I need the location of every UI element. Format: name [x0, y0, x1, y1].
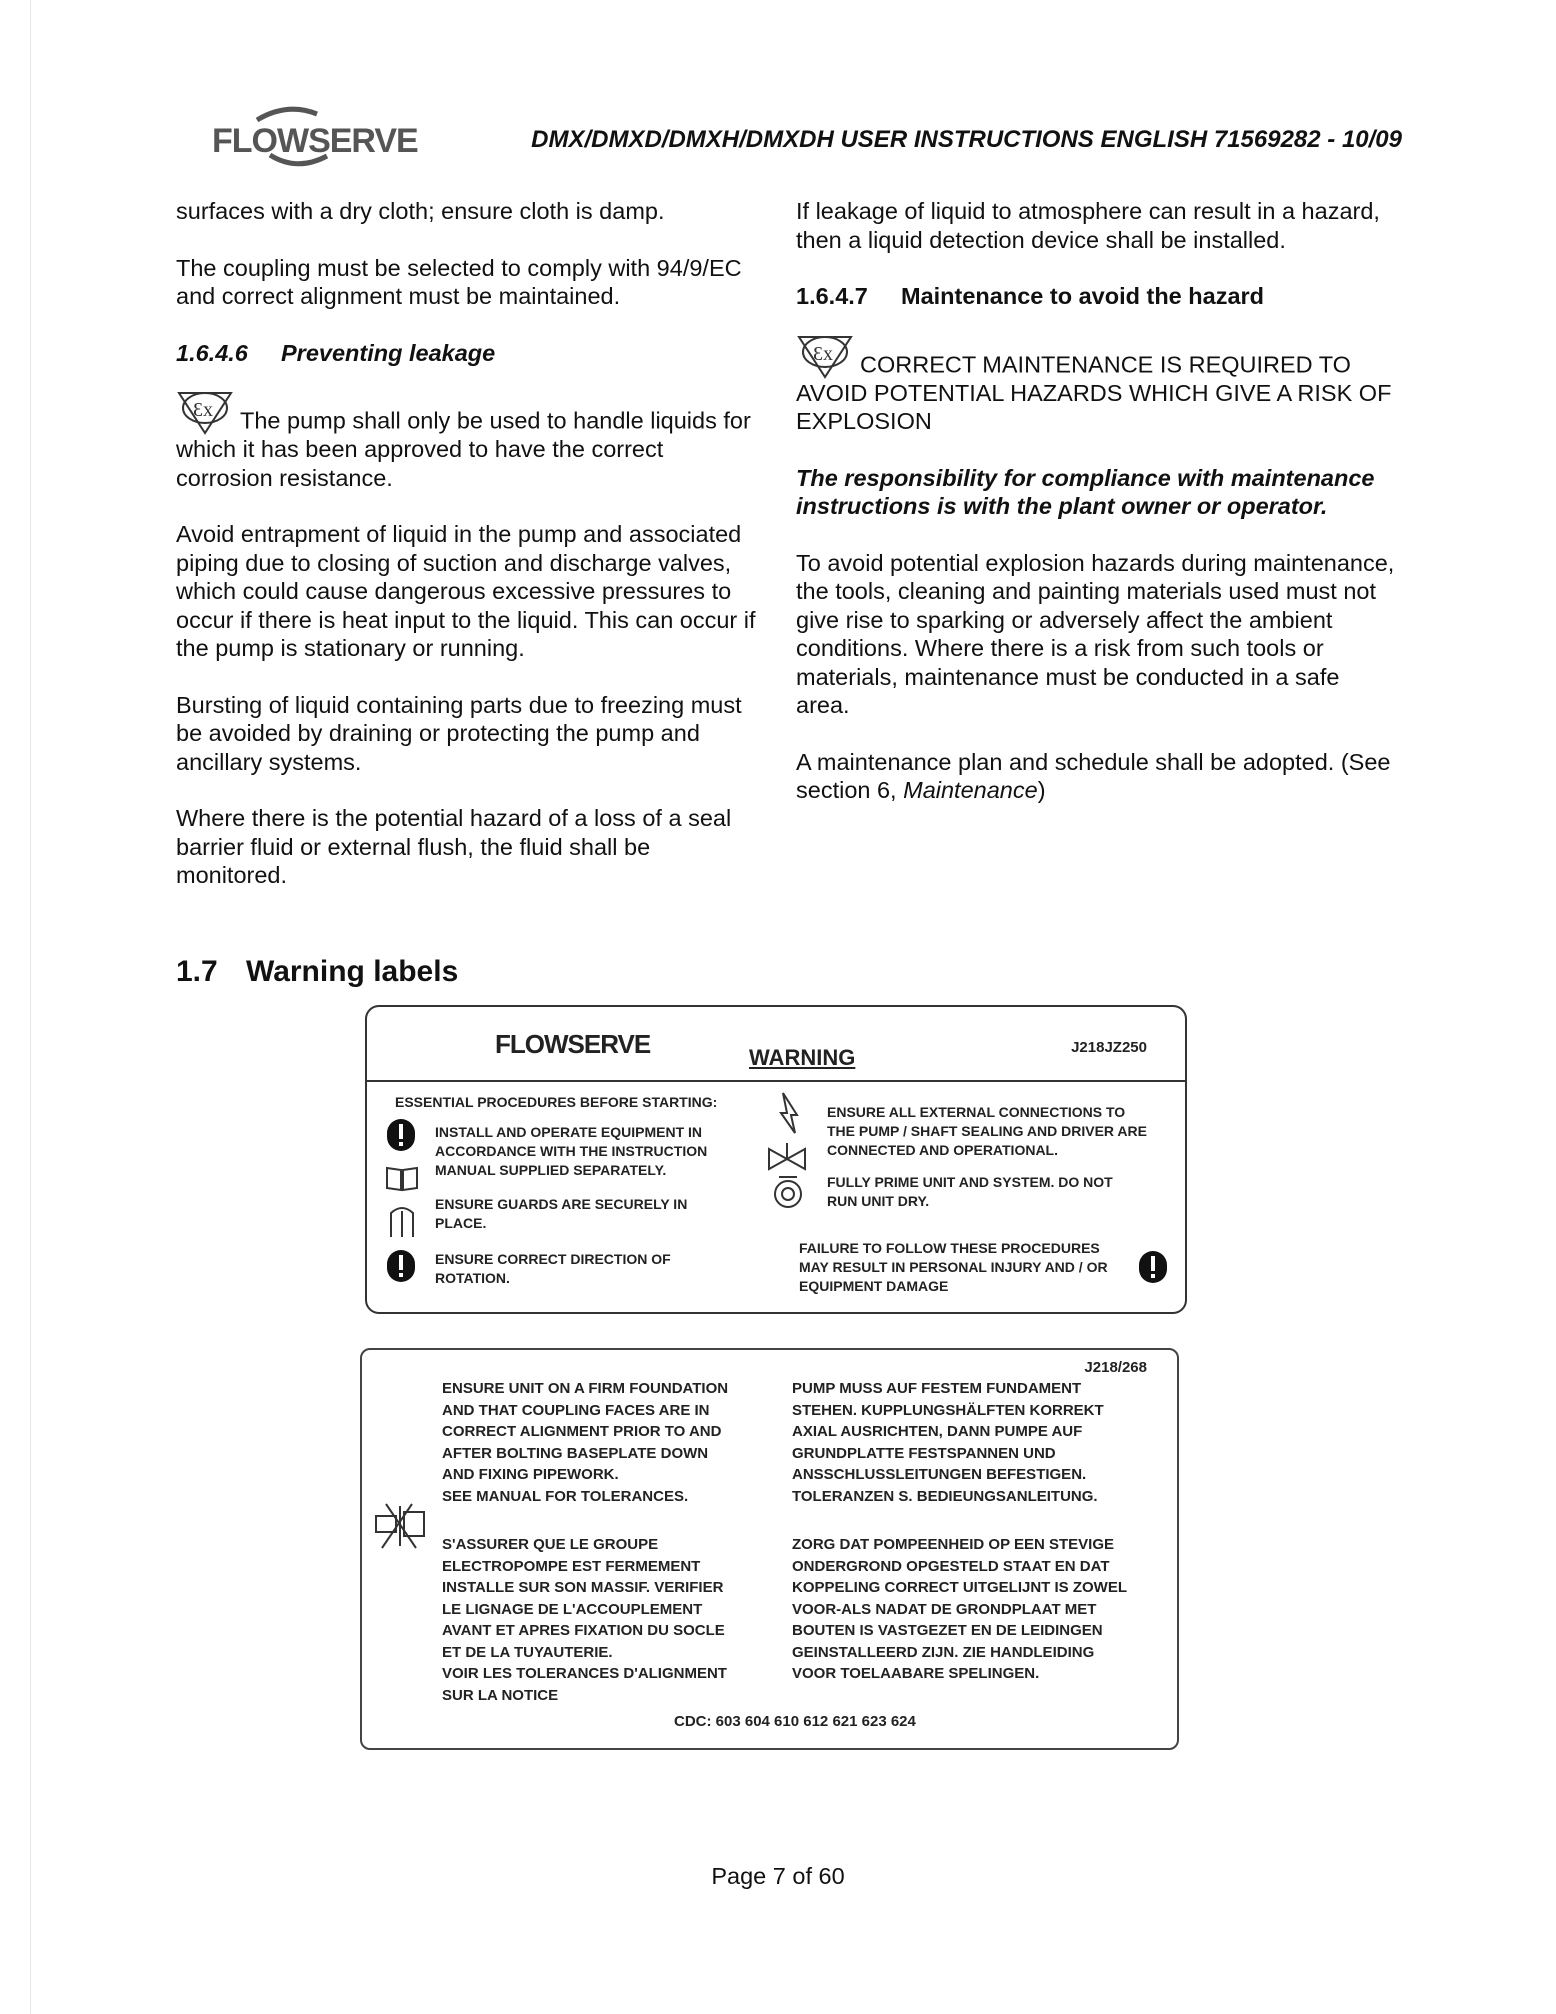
paragraph: surfaces with a dry cloth; ensure cloth is damp.	[176, 198, 665, 224]
page-edge	[30, 0, 31, 2014]
valve-icon	[767, 1141, 807, 1171]
paragraph: Where there is the potential hazard of a loss of a seal barrier fluid or external flush, the fluid shall be monitored.	[176, 805, 732, 888]
label-dutch-text: ZORG DAT POMPEENHEID OP EEN STEVIGE ONDERGROND OPGESTELD STAAT EN DAT KOPPELING CORRECT UITGELIJNT IS ZOWEL VOOR-ALS NADAT DE GRONDPLAAT MET BOUTEN IS VASTGEZET EN DE LEIDINGEN GEINSTALLEERD ZIJN. ZIE HANDLEIDING VOOR TOELAABARE SPELINGEN.	[792, 1536, 1128, 1682]
paragraph-ex	[176, 389, 766, 492]
paragraph-text: CORRECT MAINTENANCE IS REQUIRED TO AVOID POTENTIAL HAZARDS WHICH GIVE A RISK OF EXPLOSION	[796, 351, 1392, 434]
warning-label-image	[365, 1005, 1187, 1314]
exclamation-icon	[1139, 1251, 1167, 1283]
label-code: J218/268	[1084, 1359, 1147, 1376]
label-essential: ESSENTIAL PROCEDURES BEFORE STARTING:	[395, 1094, 718, 1110]
paragraph: Avoid entrapment of liquid in the pump and associated piping due to closing of suction and discharge valves, which could cause dangerous excessive pressures to occur if there is heat input to the liquid. This can occur if the pump is stationary or running.	[176, 521, 756, 661]
flowserve-logo	[212, 100, 418, 180]
label-failure: FAILURE TO FOLLOW THESE PROCEDURES MAY RESULT IN PERSONAL INJURY AND / OR EQUIPMENT DAMAGE	[799, 1240, 1108, 1294]
section-title	[176, 955, 458, 989]
label-prime: FULLY PRIME UNIT AND SYSTEM. DO NOT RUN UNIT DRY.	[827, 1174, 1113, 1209]
label-connections: ENSURE ALL EXTERNAL CONNECTIONS TO THE PUMP / SHAFT SEALING AND DRIVER ARE CONNECTED AND OPERATIONAL.	[827, 1104, 1147, 1158]
heading-number: 1.6.4.7	[796, 283, 868, 309]
page-header	[212, 100, 1402, 180]
paragraph-text: The pump shall only be used to handle liquids for which it has been approved to have the correct corrosion resistance.	[176, 407, 751, 491]
paragraph-text: A maintenance plan and schedule shall be adopted. (See section 6,	[796, 748, 1391, 803]
responsibility-note: The responsibility for compliance with maintenance instructions is with the plant owner or operator.	[796, 464, 1375, 519]
paragraph: If leakage of liquid to atmosphere can result in a hazard, then a liquid detection device shall be installed.	[796, 198, 1380, 253]
left-column	[176, 197, 766, 918]
exclamation-icon	[387, 1250, 415, 1282]
heading-text: Preventing leakage	[281, 339, 496, 366]
heading-text: Maintenance to avoid the hazard	[901, 283, 1265, 309]
pump-icon	[771, 1175, 805, 1209]
paragraph	[796, 748, 1396, 805]
heading-number: 1.6.4.6	[176, 339, 248, 366]
label-rotation: ENSURE CORRECT DIRECTION OF ROTATION.	[435, 1251, 671, 1286]
coupling-alignment-icon	[372, 1502, 428, 1550]
section-number: 1.7	[176, 955, 218, 988]
paragraph: To avoid potential explosion hazards during maintenance, the tools, cleaning and painting materials used must not give rise to sparking or adversely affect the ambient conditions. Where there is a risk from such tools or materials, maintenance must be conducted in a safe area.	[796, 549, 1395, 718]
label-warning-title: WARNING	[749, 1045, 856, 1070]
label-header	[367, 1007, 1185, 1082]
logo-text: FLOWSERVE	[212, 122, 418, 160]
ex-explosion-icon	[796, 333, 854, 379]
guard-icon	[387, 1203, 417, 1239]
label-code: J218JZ250	[1071, 1039, 1147, 1056]
subsection-heading	[796, 282, 1396, 311]
paragraph: Bursting of liquid containing parts due to freezing must be avoided by draining or protecting the pump and ancillary systems.	[176, 691, 742, 775]
paragraph-text: )	[1037, 777, 1046, 803]
svg-text:Ɛx: Ɛx	[813, 342, 834, 365]
svg-text:Ɛx: Ɛx	[193, 399, 214, 421]
label-guards: ENSURE GUARDS ARE SECURELY IN PLACE.	[435, 1196, 688, 1231]
subsection-heading	[176, 339, 766, 368]
label-cdc: CDC: 603 604 610 612 621 623 624	[674, 1713, 916, 1730]
lightning-icon	[777, 1091, 803, 1135]
label-german-text: PUMP MUSS AUF FESTEM FUNDAMENT STEHEN. KUPPLUNGSHÄLFTEN KORREKT AXIAL AUSRICHTEN, DANN PUMPE AUF GRUNDPLATTE FESTSPANNEN UND ANSSCHLUSSLEITUNGEN BEFESTIGEN. TOLERANZEN S. BEDIEUNGSANLEITUNG.	[792, 1380, 1104, 1505]
alignment-label-image	[360, 1348, 1179, 1750]
label-french-text: S'ASSURER QUE LE GROUPE ELECTROPOMPE EST FERMEMENT INSTALLE SUR SON MASSIF. VERIFIER LE LIGNAGE DE L'ACCOUPLEMENT AVANT ET APRES FIXATION DU SOCLE ET DE LA TUYAUTERIE. VOIR LES TOLERANCES D'ALIGNMENT SUR LA NOTICE	[442, 1536, 727, 1704]
section-link-text: Maintenance	[903, 777, 1038, 803]
label-install: INSTALL AND OPERATE EQUIPMENT IN ACCORDANCE WITH THE INSTRUCTION MANUAL SUPPLIED SEPARATELY.	[435, 1124, 708, 1178]
label-logo: FLOWSERVE	[495, 1029, 651, 1059]
page-number: Page 7 of 60	[711, 1863, 845, 1889]
paragraph: The coupling must be selected to comply with 94/9/EC and correct alignment must be maintained.	[176, 254, 742, 309]
section-text: Warning labels	[246, 955, 459, 988]
label-english-text: ENSURE UNIT ON A FIRM FOUNDATION AND THAT COUPLING FACES ARE IN CORRECT ALIGNMENT PRIOR TO AND AFTER BOLTING BASEPLATE DOWN AND FIXING PIPEWORK. SEE MANUAL FOR TOLERANCES.	[442, 1380, 729, 1505]
document-title: DMX/DMXD/DMXH/DMXDH USER INSTRUCTIONS ENGLISH 71569282 - 10/09	[531, 126, 1402, 153]
ex-explosion-icon	[176, 389, 234, 435]
paragraph-ex	[796, 333, 1396, 436]
exclamation-icon	[387, 1119, 415, 1151]
manual-book-icon	[385, 1164, 419, 1192]
right-column	[796, 197, 1396, 833]
